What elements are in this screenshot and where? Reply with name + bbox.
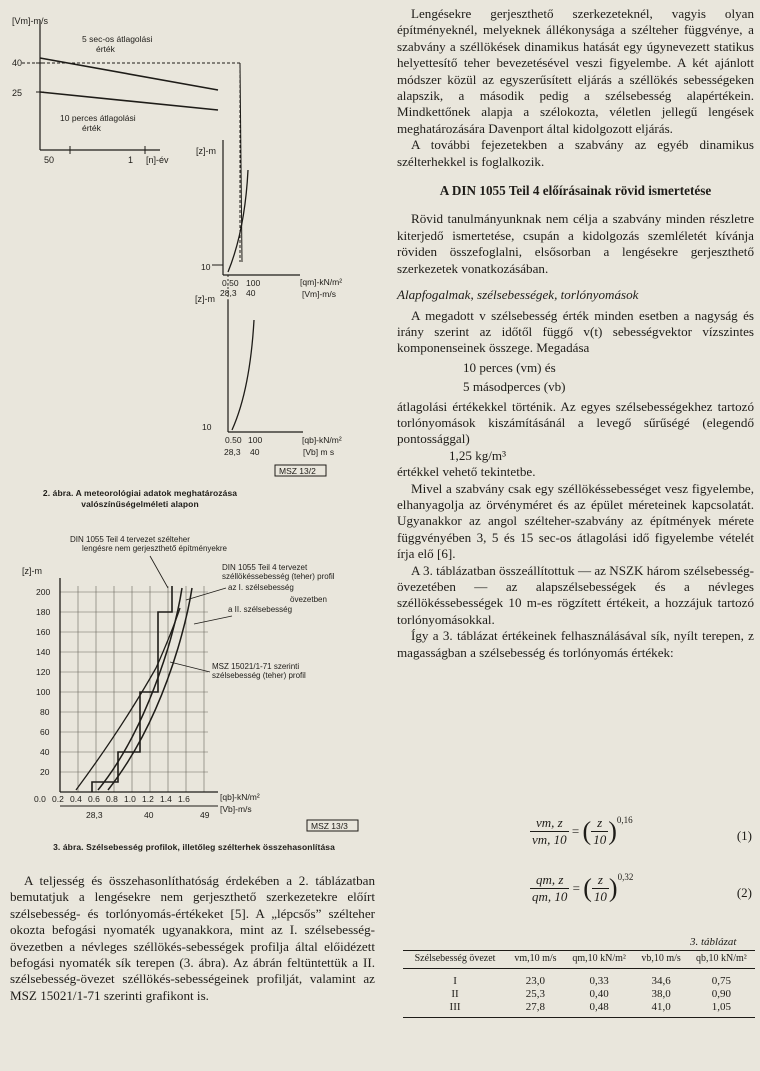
eq1-rhs [591, 815, 608, 848]
fig3-axis-z: [z]-m [22, 566, 42, 576]
fig2-t40a: 40 [246, 288, 256, 298]
table-cell: 25,3 [525, 988, 546, 1000]
fig2-y40: 40 [12, 58, 23, 68]
right-paragraph-3: Rövid tanulmányunknak nem célja a szabvány minden részletre kiterjedő ismertetése, csupán a kidolgozás szemléletét kívánja röviden összefoglalni, elsősorban a lengésekre gerjeszthető szerkezetek vonatkozásában. [397, 211, 754, 276]
right-paragraph-6: értékkel vehető tekintetbe. [397, 464, 536, 480]
fig3-ann3b: szélsebesség (teher) profil [212, 671, 306, 680]
left-paragraph-1: A teljesség és összehasonlíthatóság érdekében a 2. táblázatban bemutatjuk a lengésekre nem gerjeszthető szerkezetekre előírt szélsebesség- és torlónyomás-értékeket [5]. A „lépcsős” szélteher okozta befogási nyomaték ugyanakkora, mint az I. szélsebesség-övezetben a névleges széllökés-sebességek profilja által előidézett befogási nyomaték sík terepen (3. ábra). Az ábrán feltüntettük a II. szélsebesség-övezet széllökés-sebességeinek profilját, valamint az MSZ 15021/1-71 szerinti grafikont is. [10, 873, 375, 1003]
fig3-ytick: 100 [36, 687, 51, 697]
fig2-lbl-qb: [qb]-kN/m² [302, 435, 342, 445]
fig3-xtick: 1.0 [124, 794, 136, 804]
fig3-xtick: 0.0 [34, 794, 46, 804]
fig3-xtick: 0.4 [70, 794, 82, 804]
table-row [403, 988, 755, 1001]
definition-2: 5 másodperces (vb) [463, 379, 566, 395]
right-paragraph-7: Mivel a szabvány csak egy széllökéssebességet vesz figyelembe, elhanyagolja az örvényméret és az épület méreteinek kapcsolatát. Ugyanakkor az angol szélteher-szabvány az építmények mérete függvényében 3, 5 és 15 sec-os átlagolási idő figyelembe vételét írja elő [6]. [397, 480, 754, 562]
fig3-ytick: 160 [36, 627, 51, 637]
fig3-xtick: 1.6 [178, 794, 190, 804]
table-header: qb,10 kN/m² [688, 951, 755, 969]
figure-2 [0, 0, 380, 500]
right-paragraph-5: átlagolási értékekkel történik. Az egyes szélsebességekhez tartozó torlónyomások kiszámításánál a levegő sűrűségé (elegendő pontossággal) [397, 398, 754, 447]
figure-3 [0, 528, 380, 838]
fig2-lbl-10min: 10 perces átlagolási [60, 113, 136, 123]
table-cell: 0,33 [589, 975, 609, 987]
fig3-ytick: 80 [40, 707, 50, 717]
fig2-lbl-vbb: [Vb] m s [303, 447, 335, 457]
fig3-vtick: 49 [200, 810, 210, 820]
eq1-lhs [530, 815, 569, 848]
eq1-number: (1) [736, 828, 752, 843]
fig3-ytick: 140 [36, 647, 51, 657]
equation-2: $\frac{qm, z}{qm, 10}$ = ( $\frac{z}{10}$ )$^{0,32}$ (2) [532, 872, 752, 904]
definition-1: 10 perces (vm) és [463, 359, 556, 375]
figure-3-caption: 3. ábra. Szélsebesség profilok, illetőleg szélterhek összehasonlítása [53, 842, 335, 852]
fig3-stamp: MSZ 13/3 [311, 821, 348, 831]
fig3-xtick: 1.4 [160, 794, 172, 804]
table-header: vm,10 m/s [507, 951, 564, 969]
table-header: qm,10 kN/m² [564, 951, 635, 969]
right-paragraph-4: A megadott v szélsebesség érték minden esetben a nagyság és irány szerint az időtől függő v(t) sebességvektor vízszintes komponenseinek összege. Megadása [397, 307, 754, 356]
fig2-lbl-10min-b: érték [82, 123, 101, 133]
fig3-lbl-q: [qb]-kN/m² [220, 792, 260, 802]
fig3-ytick: 20 [40, 767, 50, 777]
fig3-ytick: 40 [40, 747, 50, 757]
table-cell: 0,75 [711, 975, 731, 987]
fig2-t100a: 100 [246, 278, 261, 288]
fig2-lbl-vma: [Vm]-m/s [302, 289, 336, 299]
fig3-xticks [34, 794, 190, 804]
left-column-text [10, 873, 375, 1004]
equation-1: $\frac{vm, z}{vm, 10}$ = ( $\frac{z}{10}$ )$^{0,16}$ (1) [532, 815, 752, 847]
subheading: Alapfogalmak, szélsebességek, torlónyomások [397, 287, 639, 303]
right-paragraph-9: Így a 3. táblázat értékeinek felhasználásával sík, nyílt terepen, z magasságban a szélsebesség és torlónyomás értékek: [397, 628, 754, 660]
fig3-vtick: 28,3 [86, 810, 103, 820]
fig3-vtick: 40 [144, 810, 154, 820]
figure-2-caption: 2. ábra. A meteorológiai adatok meghatározása valószínűségelméleti alapon [42, 488, 238, 509]
table-header: Szélsebesség övezet [403, 951, 507, 969]
fig2-lbl-5sec: 5 sec-os átlagolási [82, 34, 153, 44]
fig3-ann2e: a II. szélsebesség [228, 605, 293, 614]
figure-2-drawing [0, 0, 380, 500]
fig3-xtick: 0.6 [88, 794, 100, 804]
table-header-row [403, 951, 755, 969]
eq1-base-d: 10 [593, 832, 607, 847]
right-paragraph-1: Lengésekre gerjeszthető szerkezeteknél, vagyis olyan építményeknél, melyeknek állékonysága a szélteher függvénye, a szabvány a széllökések dinamikus hatását egy úgynevezett statikus helyettesítő teher bevezetésével veszi figyelembe. A két ajánlott módszer közül az egyszerűsített eljárás a széllökés sebességeken alapszik, a második pedig a szélsebesség alapértékein. Mindkettőnek alapja a szélokozta, véletlen jellegű lengések meghatározására Davenport által kidolgozott eljárás. [397, 6, 754, 136]
table-cell: 1,05 [688, 1001, 755, 1018]
air-density-value: 1,25 kg/m³ [449, 447, 507, 463]
fig2-y25: 25 [12, 88, 23, 98]
eq2-exp: 0,32 [617, 872, 634, 882]
right-paragraph-8: A 3. táblázatban összeállítottuk — az NSZK három szélsebesség-övezetében — az alapszélsebességek és a névleges széllökéssebességek 10 m-es rögzített értékeit, a hozzájuk tartozó torlónyomásokkal. [397, 562, 754, 627]
eq1-base-n: z [591, 815, 608, 832]
fig3-ann3: MSZ 15021/1-71 szerinti [212, 662, 300, 671]
table-cell: 0,90 [711, 988, 731, 1000]
fig2-axis-z2: [z]-m [195, 294, 215, 304]
fig2-lbl-qa: [qm]-kN/m² [300, 277, 343, 287]
table-header: vb,10 m/s [634, 951, 687, 969]
table-cell: 38,0 [651, 988, 671, 1000]
table-cell: II [451, 988, 459, 1000]
fig3-ann2b: széllökéssebesség (teher) profil [222, 572, 335, 581]
fig3-ann2c: az I. szélsebesség [228, 583, 294, 592]
eq2-base-n: z [592, 872, 609, 889]
table-cell: 23,0 [525, 975, 546, 987]
fig3-ann1: DIN 1055 Teil 4 tervezet szélteher [70, 535, 190, 544]
eq2-number: (2) [736, 885, 752, 900]
eq1-den: vm, 10 [532, 832, 567, 847]
fig2-x1: 1 [128, 155, 134, 165]
fig3-xtick: 1.2 [142, 794, 154, 804]
fig3-ytick: 60 [40, 727, 50, 737]
right-paragraph-2: A további fejezetekben a szabvány az egyéb dinamikus szélterhekkel is foglalkozik. [397, 137, 754, 169]
fig3-ann2: DIN 1055 Teil 4 tervezet [222, 563, 308, 572]
eq2-num: qm, z [530, 872, 569, 889]
fig3-yticks [36, 587, 50, 777]
figure-3-drawing [0, 528, 380, 838]
table-3 [403, 950, 755, 1018]
table-cell: 41,0 [634, 1001, 687, 1018]
fig2-y10a: 10 [201, 262, 211, 272]
fig3-ann1b: lengésre nem gerjeszthető építményekre [82, 544, 227, 553]
fig2-t40b: 40 [250, 447, 260, 457]
section-heading: A DIN 1055 Teil 4 előírásainak rövid ismertetése [439, 183, 712, 199]
fig3-xtick: 0.8 [106, 794, 118, 804]
table-row [403, 1001, 755, 1018]
eq2-lhs [530, 872, 569, 905]
fig2-t050a: 0.50 [222, 278, 239, 288]
fig2-t100b: 100 [248, 435, 263, 445]
fig3-ytick: 200 [36, 587, 51, 597]
table-3-label: 3. táblázat [690, 936, 737, 948]
eq2-den: qm, 10 [532, 889, 568, 904]
fig2-x-n: [n]-év [146, 155, 169, 165]
table-cell: 0,40 [589, 988, 609, 1000]
table-row [403, 969, 755, 989]
fig2-stamp: MSZ 13/2 [279, 466, 316, 476]
table-cell: 27,8 [507, 1001, 564, 1018]
eq1-num: vm, z [530, 815, 569, 832]
table-cell: III [403, 1001, 507, 1018]
fig2-lbl-5sec-b: érték [96, 44, 115, 54]
eq2-base-d: 10 [593, 889, 607, 904]
fig2-x50: 50 [44, 155, 55, 165]
table-cell: 0,48 [564, 1001, 635, 1018]
fig3-ytick: 120 [36, 667, 51, 677]
fig3-lbl-v: [Vb]-m/s [220, 804, 252, 814]
fig2-y10b: 10 [202, 422, 212, 432]
fig2-t283a: 28,3 [220, 288, 237, 298]
fig3-xtick: 0.2 [52, 794, 64, 804]
fig2-t283b: 28,3 [224, 447, 241, 457]
fig3-ann2d: övezetben [290, 595, 327, 604]
fig3-ytick: 180 [36, 607, 51, 617]
eq1-exp: 0,16 [616, 815, 633, 825]
fig2-axis-z1: [z]-m [196, 146, 216, 156]
fig2-axis-vm: [Vm]-m/s [12, 16, 48, 26]
eq2-rhs [592, 872, 609, 905]
right-column-text [397, 6, 754, 661]
table-cell: 34,6 [651, 975, 671, 987]
table-cell: I [453, 975, 457, 987]
fig2-t050b: 0.50 [225, 435, 242, 445]
